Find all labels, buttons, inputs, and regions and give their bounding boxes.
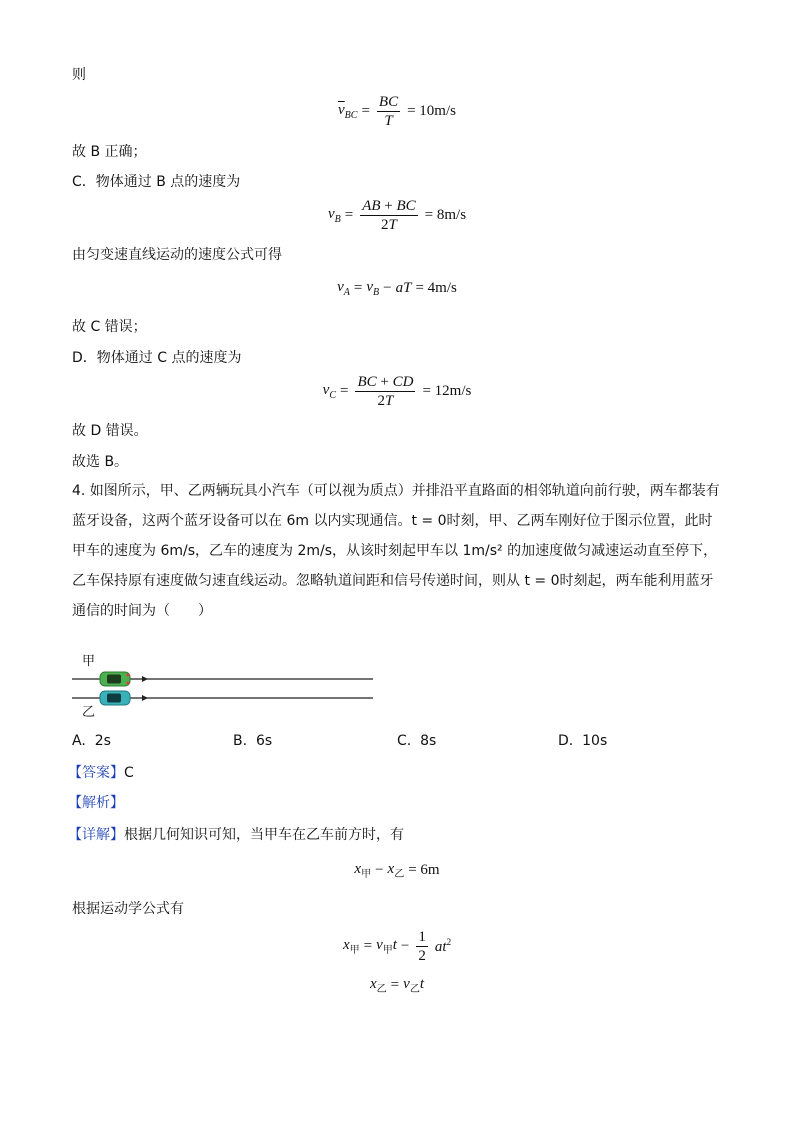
equation-diff: $x_甲$ − $x_乙$ = 6m — [354, 861, 440, 880]
option-a: A. 2s — [72, 733, 111, 749]
option-b: B. 6s — [233, 733, 273, 749]
track-figure — [68, 648, 388, 720]
car-jia-icon — [100, 672, 130, 686]
line-d-wrong: 故 D 错误。 — [72, 423, 148, 439]
line-c-intro: C．物体通过 B 点的速度为 — [72, 174, 241, 190]
line-ze: 则 — [72, 67, 86, 83]
equation-vbc: $\overline{v}_{BC}$ = $\frac{BC}{T}$ = 10m/s — [338, 94, 456, 129]
answer-line — [68, 762, 134, 784]
line-c-wrong: 故 C 错误； — [72, 319, 147, 335]
arrow-jia-icon — [142, 676, 148, 682]
answer-value: C — [124, 765, 134, 781]
equation-x-jia: $x_甲$ = $v_甲t$ − $\frac{1}{2}$ $at^2$ — [342, 929, 452, 964]
option-d: D. 10s — [558, 733, 608, 749]
car-yi-icon — [100, 691, 130, 705]
line-d-intro: D．物体通过 C 点的速度为 — [72, 350, 242, 366]
equation-x-yi: $x_乙$ = $v_乙t$ — [370, 976, 424, 995]
line-c-formula-note: 由匀变速直线运动的速度公式可得 — [72, 247, 282, 263]
equation-vb: $v_B$ = $\frac{AB + BC}{2T}$ = 8m/s — [327, 198, 467, 233]
line-b-correct: 故 B 正确； — [72, 144, 147, 160]
answer-tag: 【答案】 — [68, 765, 124, 781]
arrow-yi-icon — [142, 695, 148, 701]
detail-line: 【详解】根据几何知识可知，当甲车在乙车前方时，有 — [68, 827, 404, 843]
line-choose-b: 故选 B。 — [72, 454, 129, 470]
equation-vc: $v_C$ = $\frac{BC + CD}{2T}$ = 12m/s — [322, 374, 472, 409]
detail-tag: 【详解】 — [68, 827, 124, 843]
analysis-tag: 【解析】 — [68, 795, 124, 811]
option-c: C. 8s — [397, 733, 437, 749]
question-4-text: 4. 如图所示，甲、乙两辆玩具小汽车（可以视为质点）并排沿平直路面的相邻轨道向前行驶，两车都装有蓝牙设备，这两个蓝牙设备可以在 6m 以内实现通信。t = 0时刻，甲、乙两车刚好位于图示位置，此时甲车的速度为 6m/s，乙车的速度为 2m/s，从该时刻起甲车以 1m/s² 的加速度做匀减速运动直至停下，乙车保持原有速度做匀速直线运动。忽略轨道间距和信号传递时间，则从 t = 0时刻起，两车能利用蓝牙通信的时间为（ ） — [72, 483, 720, 619]
analysis-line — [68, 792, 124, 814]
equation-va: $v_A$ = $v_B$ − aT = 4m/s — [337, 279, 457, 298]
label-jia: 甲 — [82, 654, 96, 669]
line-kinematics: 根据运动学公式有 — [72, 901, 184, 917]
label-yi: 乙 — [82, 705, 96, 720]
